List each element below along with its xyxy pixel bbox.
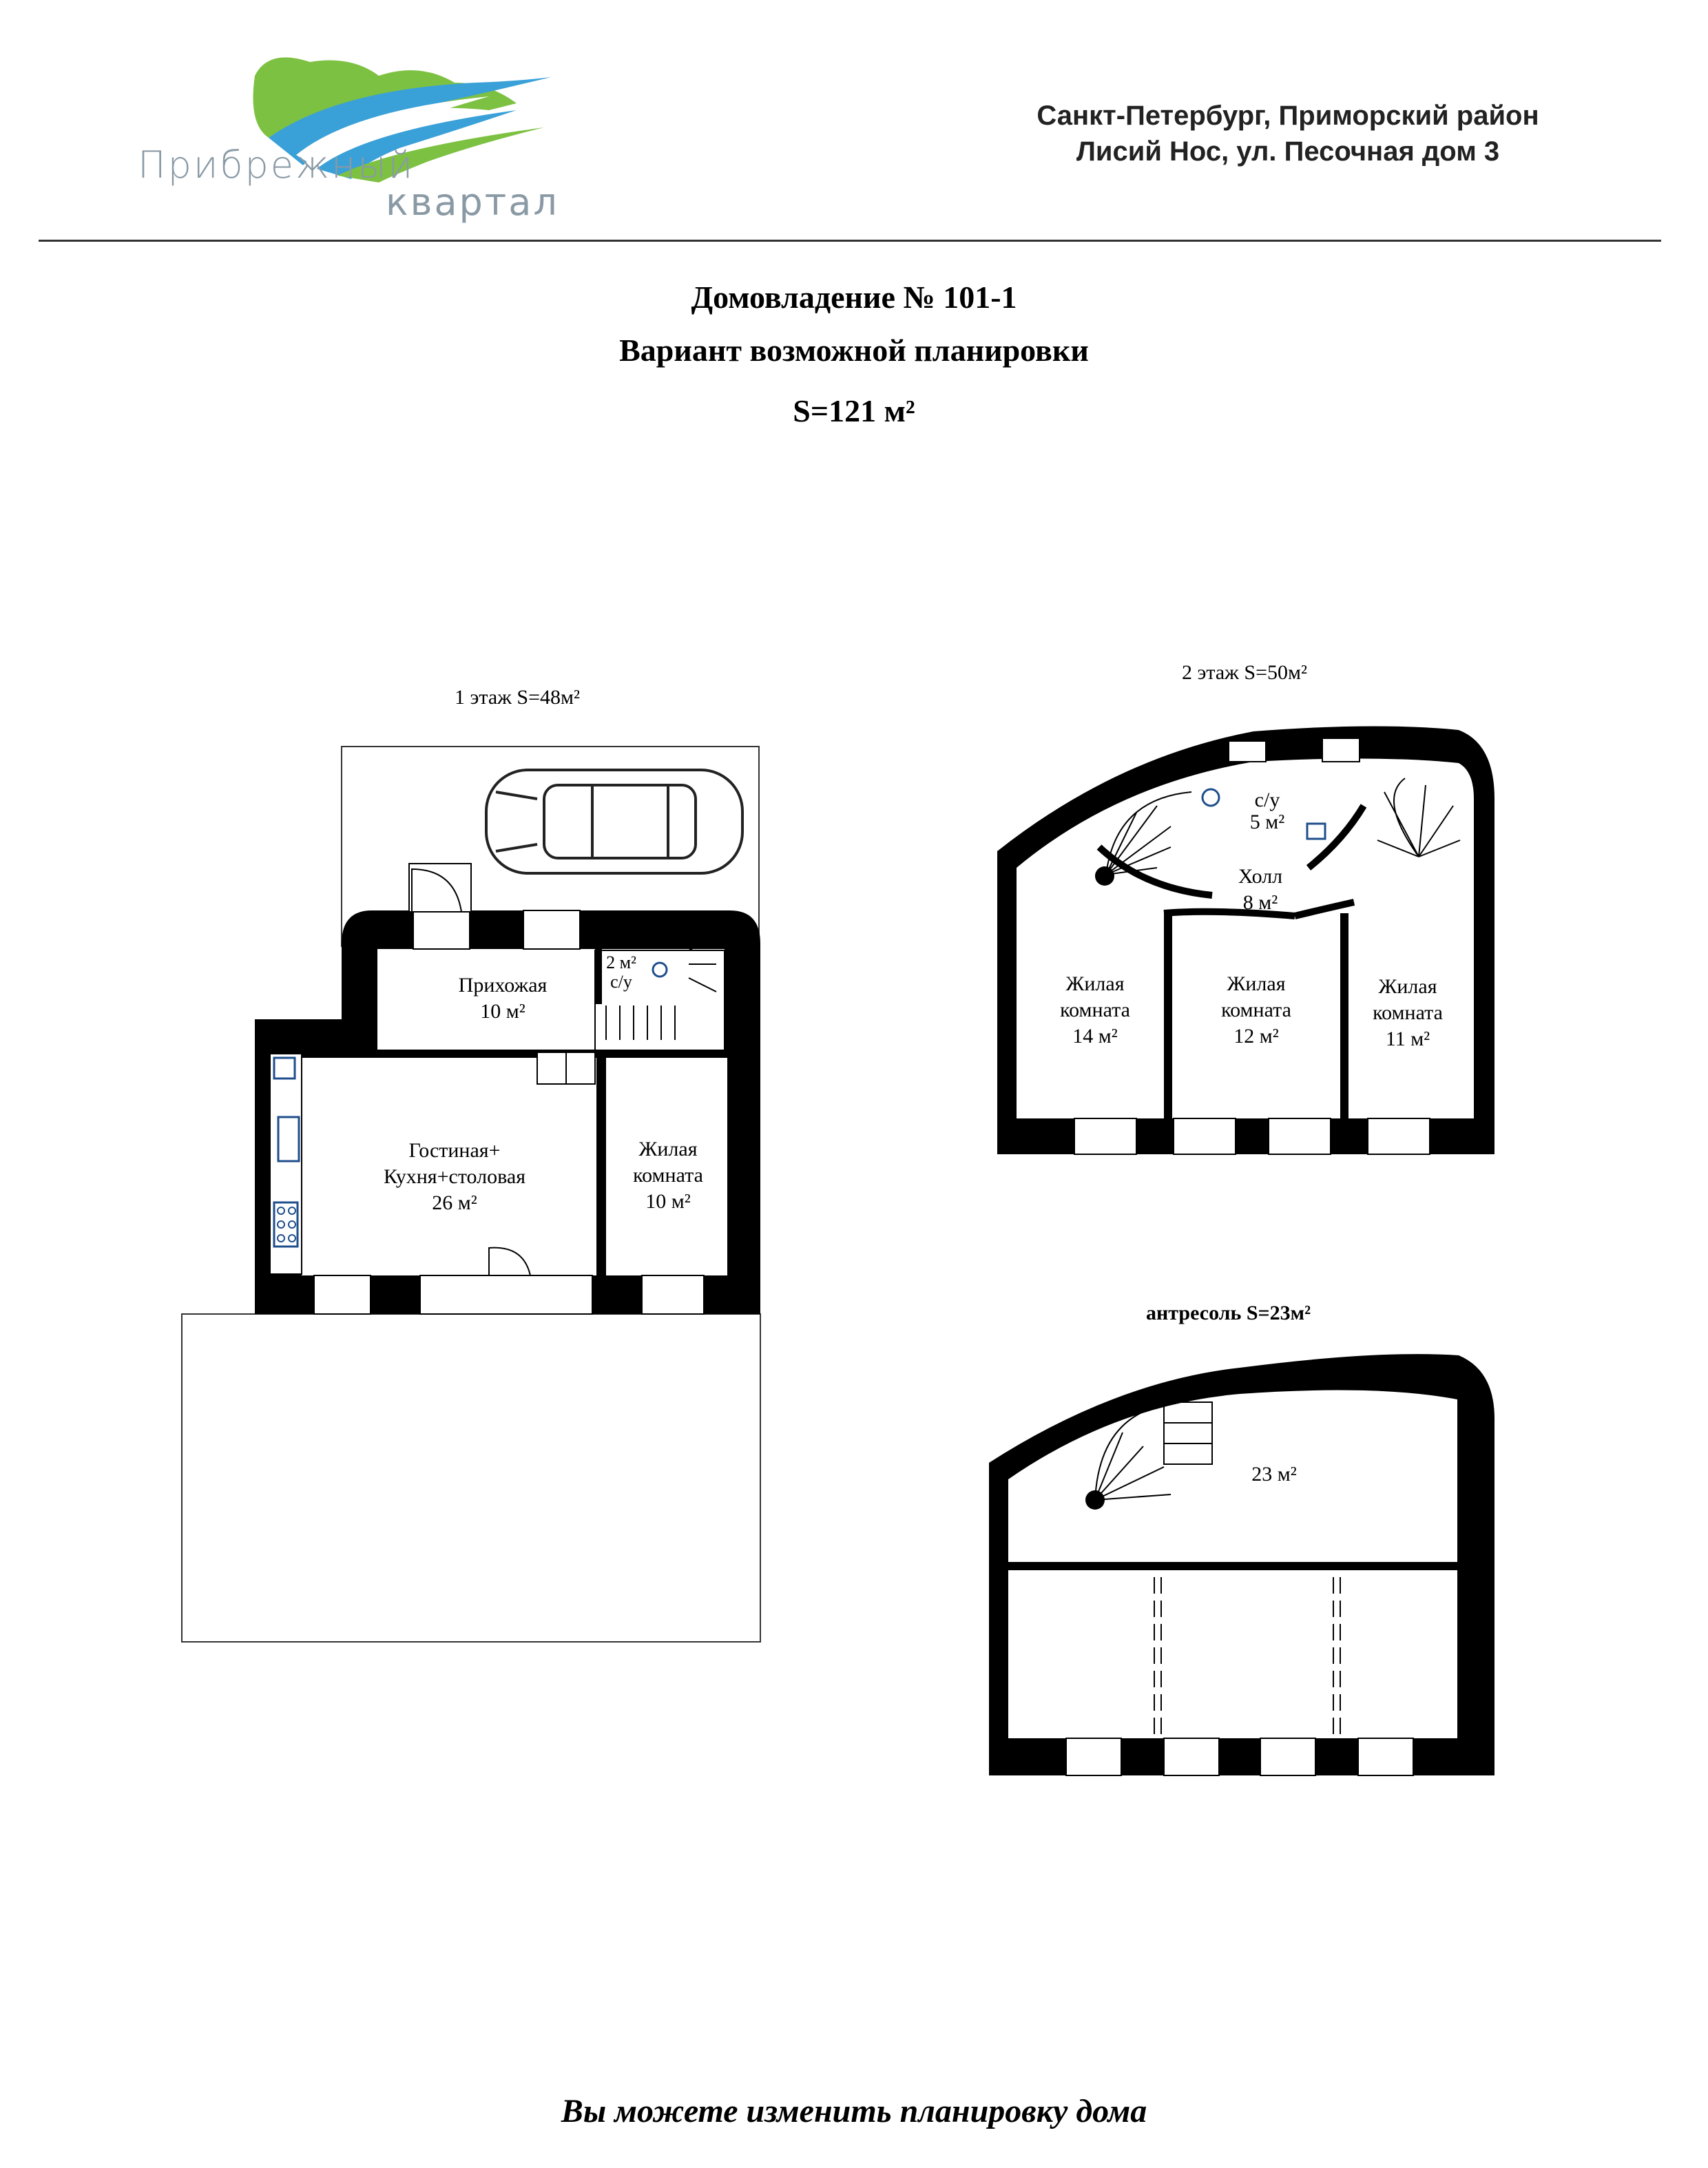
- room-line2: комната: [633, 1164, 703, 1187]
- logo-text-line2: квартал: [386, 180, 559, 224]
- floor1-hall-label: [427, 972, 579, 1025]
- garden-area: [182, 1314, 760, 1642]
- room-line2: комната: [1060, 999, 1130, 1021]
- floor2-room1-label: [1040, 971, 1150, 1050]
- room-name: Прихожая: [458, 974, 548, 997]
- floor1-living-label: [358, 1138, 551, 1216]
- mezzanine-label: антресоль S=23м²: [1146, 1302, 1311, 1324]
- logo-text-line1: Прибрежный: [138, 143, 415, 187]
- floor1-label: 1 этаж S=48м²: [455, 686, 580, 709]
- floor2-hall-label: [1219, 864, 1302, 916]
- page-title: Домовладение № 101-1: [691, 280, 1017, 315]
- floor2-room3-label: [1353, 974, 1463, 1052]
- floor2-room2-label: [1201, 971, 1311, 1050]
- footer-note: Вы можете изменить планировку дома: [561, 2093, 1147, 2129]
- room-line1: Жилая: [1227, 972, 1286, 995]
- room-area: 10 м²: [480, 1000, 525, 1023]
- floor1-wc-label: [594, 953, 649, 992]
- mezzanine-area-label: 23 м²: [1251, 1463, 1297, 1486]
- room-line1: Жилая: [638, 1138, 698, 1160]
- room-area: 2 м²: [606, 952, 636, 972]
- total-area: S=121 м²: [793, 393, 915, 428]
- room-name: с/у: [1254, 789, 1280, 811]
- room-area: 11 м²: [1385, 1028, 1430, 1050]
- room-area: 26 м²: [432, 1191, 477, 1214]
- room-line1: Жилая: [1065, 972, 1125, 995]
- mezzanine-plan: [989, 1354, 1494, 1775]
- room-line2: комната: [1221, 999, 1291, 1021]
- room-line1: Жилая: [1378, 975, 1437, 998]
- room-area: 14 м²: [1072, 1025, 1118, 1047]
- address-line1: Санкт-Петербург, Приморский район: [1037, 101, 1539, 131]
- room-name: с/у: [610, 972, 632, 992]
- car-icon: [486, 770, 742, 873]
- room-area: 5 м²: [1249, 811, 1285, 833]
- page-subtitle: Вариант возможной планировки: [619, 333, 1089, 368]
- room-line2: комната: [1373, 1001, 1443, 1024]
- room-name: Холл: [1238, 865, 1283, 888]
- room-area: 8 м²: [1242, 891, 1278, 914]
- room-area: 12 м²: [1233, 1025, 1279, 1047]
- room-area: 10 м²: [645, 1190, 691, 1213]
- room-line1: Гостиная+: [408, 1139, 501, 1162]
- address-line2: Лисий Нос, ул. Песочная дом 3: [1076, 136, 1500, 167]
- room-line2: Кухня+столовая: [383, 1165, 525, 1188]
- floor1-bedroom-label: [613, 1136, 723, 1215]
- floor2-label: 2 этаж S=50м²: [1182, 661, 1307, 684]
- floor2-wc-label: [1233, 789, 1302, 833]
